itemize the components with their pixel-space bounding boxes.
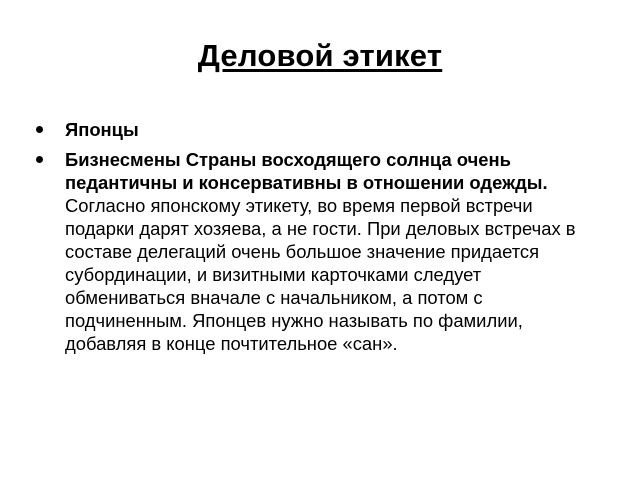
- bullet-dot-icon: [36, 126, 43, 133]
- bullet-emphasis-text: Бизнесмены Страны восходящего солнца очень педантичны и консервативны в отношении одежды.: [65, 149, 548, 193]
- bullet-dot-icon: [36, 156, 43, 163]
- bullet-item-business-etiquette: [36, 148, 592, 355]
- bullet-item-japanese: [36, 118, 592, 141]
- bullet-heading-japanese: Японцы: [65, 119, 139, 140]
- bullet-body-text: Согласно японскому этикету, во время первой встречи подарки дарят хозяева, а не гости. При деловых встречах в составе делегаций очень большое значение придается субординации, и визитными карточками следует обмениваться вначале с начальником, а потом с подчиненным. Японцев нужно называть по фамилии, добавляя в конце почтительное «сан».: [65, 195, 576, 354]
- slide-title: Деловой этикет: [197, 38, 443, 73]
- bullet-list: [36, 118, 592, 362]
